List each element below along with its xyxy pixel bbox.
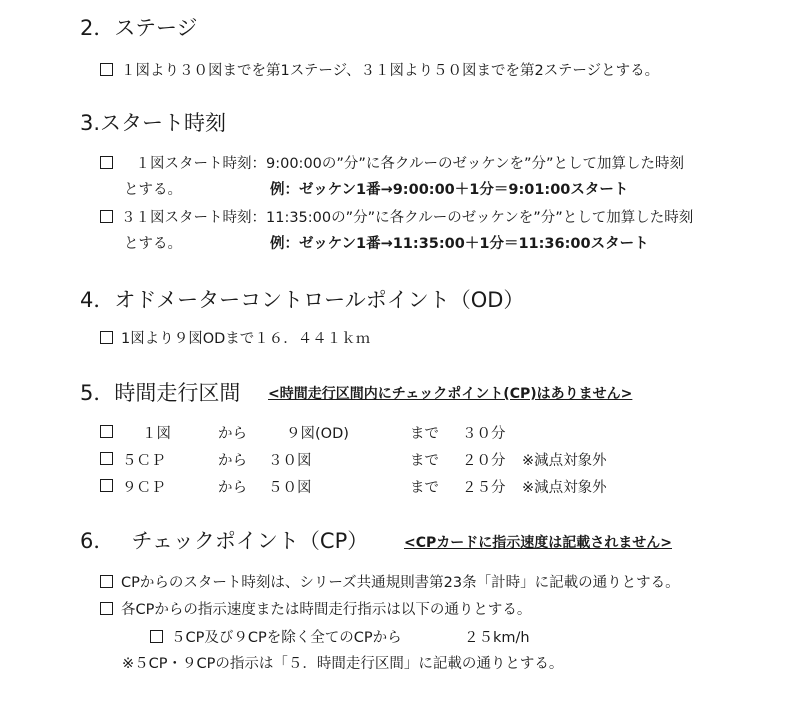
- section-6-sub-text: ５CP及び９CPを除く全てのCPから: [171, 630, 402, 646]
- checkbox-icon: [100, 602, 113, 615]
- row-to: ３０図: [268, 453, 312, 469]
- section-6-item-2: [100, 598, 531, 619]
- section-6-sub-item: [150, 626, 402, 647]
- checkbox-icon: [100, 425, 113, 438]
- checkbox-icon: [100, 331, 113, 344]
- section-4-heading: 4．オドメーターコントロールポイント（OD）: [80, 288, 525, 312]
- row-made: まで: [410, 480, 439, 496]
- checkbox-icon: [150, 630, 163, 643]
- row-made: まで: [410, 426, 439, 442]
- section-4-text: 1図より９図ODまで１６．４４１ｋｍ: [121, 331, 371, 347]
- checkbox-icon: [100, 156, 113, 169]
- section-5-note: <時間走行区間内にチェックポイント(CP)はありません>: [268, 386, 633, 402]
- section-3-a-example: 例：ゼッケン1番→9:00:00＋1分＝9:01:00スタート: [270, 182, 629, 198]
- section-3-a-continuation: とする。: [124, 182, 182, 198]
- row-made: まで: [410, 453, 439, 469]
- section-5-heading: 5．時間走行区間: [80, 381, 241, 405]
- section-3-a-text: １図スタート時刻：9:00:00の”分”に各クルーのゼッケンを”分”として加算した時刻: [121, 156, 684, 172]
- row-kara: から: [218, 426, 247, 442]
- row-kara: から: [218, 453, 247, 469]
- row-from: １図: [142, 426, 171, 442]
- row-duration: ２０分: [462, 453, 506, 469]
- checkbox-icon: [100, 452, 113, 465]
- checkbox-icon: [100, 210, 113, 223]
- row-remark: ※減点対象外: [522, 480, 607, 496]
- row-to: ５０図: [268, 480, 312, 496]
- row-duration: ３０分: [462, 426, 506, 442]
- section-4-item: [100, 327, 370, 348]
- section-3-heading: 3.スタート時刻: [80, 111, 227, 135]
- section-6-remark: ※５CP・９CPの指示は「５．時間走行区間」に記載の通りとする。: [122, 656, 564, 672]
- row-kara: から: [218, 480, 247, 496]
- section-6-note: <CPカードに指示速度は記載されません>: [404, 535, 672, 551]
- section-3-item-b: [100, 206, 693, 227]
- section-2-item: [100, 59, 659, 80]
- section-6-text-1: CPからのスタート時刻は、シリーズ共通規則書第23条「計時」に記載の通りとする。: [121, 575, 680, 591]
- section-3-b-example: 例：ゼッケン1番→11:35:00＋1分＝11:36:00スタート: [270, 236, 649, 252]
- section-2-text: １図より３０図までを第1ステージ、３１図より５０図までを第2ステージとする。: [121, 63, 660, 79]
- row-from: ５ＣＰ: [122, 453, 166, 469]
- checkbox-icon: [100, 575, 113, 588]
- row-to: ９図(OD): [286, 426, 349, 442]
- section-6-item-1: [100, 571, 680, 592]
- row-remark: ※減点対象外: [522, 453, 607, 469]
- section-3-item-a: [100, 152, 684, 173]
- section-6-heading: 6． チェックポイント（CP）: [80, 529, 369, 553]
- row-duration: ２５分: [462, 480, 506, 496]
- checkbox-icon: [100, 479, 113, 492]
- section-6-sub-speed: ２５km/h: [464, 630, 530, 646]
- section-3-b-text: ３１図スタート時刻：11:35:00の”分”に各クルーのゼッケンを”分”として加算した時刻: [121, 210, 694, 226]
- checkbox-icon: [100, 63, 113, 76]
- section-3-b-continuation: とする。: [124, 236, 182, 252]
- section-6-text-2: 各CPからの指示速度または時間走行指示は以下の通りとする。: [121, 602, 532, 618]
- section-2-heading: 2．ステージ: [80, 16, 198, 40]
- row-from: ９ＣＰ: [122, 480, 166, 496]
